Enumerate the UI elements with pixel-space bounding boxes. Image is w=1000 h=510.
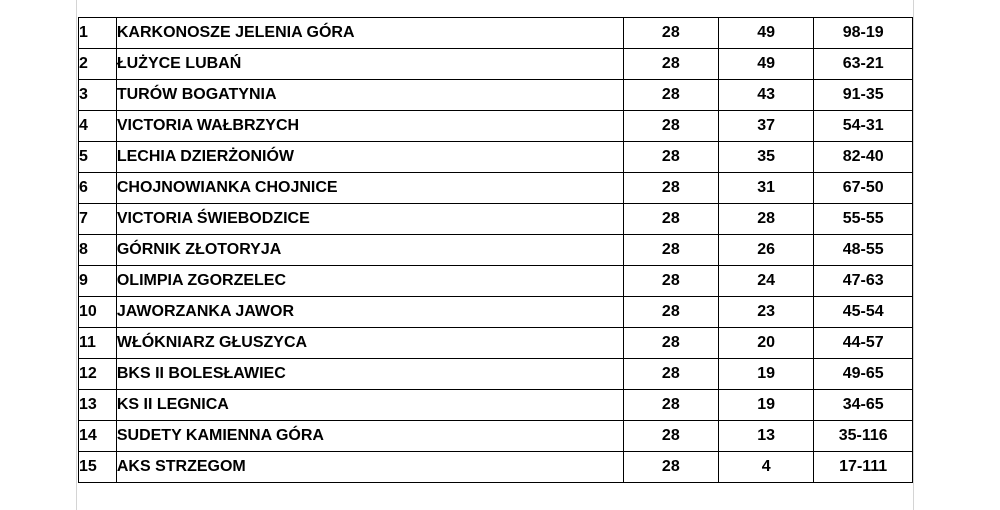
- table-row: [79, 142, 913, 173]
- points-cell: 35: [719, 142, 814, 173]
- matches-played-cell: 28: [623, 390, 718, 421]
- goals-cell: 17-111: [814, 452, 913, 483]
- points-cell: 19: [719, 359, 814, 390]
- matches-played-cell: 28: [623, 80, 718, 111]
- goals-cell: 34-65: [814, 390, 913, 421]
- team-name-cell: ŁUŻYCE LUBAŃ: [116, 49, 623, 80]
- goals-cell: 55-55: [814, 204, 913, 235]
- position-cell: 7: [79, 204, 117, 235]
- matches-played-cell: 28: [623, 266, 718, 297]
- table-row: [79, 328, 913, 359]
- table-row: [79, 111, 913, 142]
- team-name-cell: KARKONOSZE JELENIA GÓRA: [116, 18, 623, 49]
- goals-cell: 48-55: [814, 235, 913, 266]
- matches-played-cell: 28: [623, 452, 718, 483]
- matches-played-cell: 28: [623, 111, 718, 142]
- position-cell: 10: [79, 297, 117, 328]
- goals-cell: 54-31: [814, 111, 913, 142]
- position-cell: 13: [79, 390, 117, 421]
- position-cell: 1: [79, 18, 117, 49]
- table-row: [79, 421, 913, 452]
- page-margin-line-left: [76, 0, 77, 510]
- team-name-cell: OLIMPIA ZGORZELEC: [116, 266, 623, 297]
- position-cell: 2: [79, 49, 117, 80]
- matches-played-cell: 28: [623, 328, 718, 359]
- team-name-cell: SUDETY KAMIENNA GÓRA: [116, 421, 623, 452]
- matches-played-cell: 28: [623, 359, 718, 390]
- matches-played-cell: 28: [623, 18, 718, 49]
- goals-cell: 45-54: [814, 297, 913, 328]
- matches-played-cell: 28: [623, 173, 718, 204]
- points-cell: 23: [719, 297, 814, 328]
- goals-cell: 82-40: [814, 142, 913, 173]
- points-cell: 13: [719, 421, 814, 452]
- team-name-cell: AKS STRZEGOM: [116, 452, 623, 483]
- goals-cell: 44-57: [814, 328, 913, 359]
- table-row: [79, 204, 913, 235]
- matches-played-cell: 28: [623, 235, 718, 266]
- goals-cell: 63-21: [814, 49, 913, 80]
- team-name-cell: KS II LEGNICA: [116, 390, 623, 421]
- position-cell: 6: [79, 173, 117, 204]
- points-cell: 24: [719, 266, 814, 297]
- table-row: [79, 49, 913, 80]
- goals-cell: 35-116: [814, 421, 913, 452]
- points-cell: 49: [719, 49, 814, 80]
- team-name-cell: LECHIA DZIERŻONIÓW: [116, 142, 623, 173]
- position-cell: 11: [79, 328, 117, 359]
- points-cell: 26: [719, 235, 814, 266]
- table-row: [79, 297, 913, 328]
- matches-played-cell: 28: [623, 204, 718, 235]
- table-row: [79, 390, 913, 421]
- goals-cell: 49-65: [814, 359, 913, 390]
- table-row: [79, 18, 913, 49]
- points-cell: 49: [719, 18, 814, 49]
- matches-played-cell: 28: [623, 297, 718, 328]
- team-name-cell: JAWORZANKA JAWOR: [116, 297, 623, 328]
- points-cell: 20: [719, 328, 814, 359]
- team-name-cell: TURÓW BOGATYNIA: [116, 80, 623, 111]
- position-cell: 8: [79, 235, 117, 266]
- points-cell: 28: [719, 204, 814, 235]
- position-cell: 15: [79, 452, 117, 483]
- matches-played-cell: 28: [623, 421, 718, 452]
- points-cell: 4: [719, 452, 814, 483]
- table-row: [79, 235, 913, 266]
- goals-cell: 47-63: [814, 266, 913, 297]
- table-row: [79, 80, 913, 111]
- points-cell: 37: [719, 111, 814, 142]
- table-row: [79, 359, 913, 390]
- team-name-cell: VICTORIA ŚWIEBODZICE: [116, 204, 623, 235]
- position-cell: 14: [79, 421, 117, 452]
- team-name-cell: CHOJNOWIANKA CHOJNICE: [116, 173, 623, 204]
- position-cell: 4: [79, 111, 117, 142]
- team-name-cell: VICTORIA WAŁBRZYCH: [116, 111, 623, 142]
- goals-cell: 67-50: [814, 173, 913, 204]
- points-cell: 43: [719, 80, 814, 111]
- team-name-cell: GÓRNIK ZŁOTORYJA: [116, 235, 623, 266]
- team-name-cell: WŁÓKNIARZ GŁUSZYCA: [116, 328, 623, 359]
- points-cell: 19: [719, 390, 814, 421]
- position-cell: 12: [79, 359, 117, 390]
- league-standings-table: [78, 17, 913, 483]
- table-row: [79, 173, 913, 204]
- matches-played-cell: 28: [623, 49, 718, 80]
- position-cell: 5: [79, 142, 117, 173]
- goals-cell: 98-19: [814, 18, 913, 49]
- team-name-cell: BKS II BOLESŁAWIEC: [116, 359, 623, 390]
- position-cell: 3: [79, 80, 117, 111]
- table-row: [79, 266, 913, 297]
- position-cell: 9: [79, 266, 117, 297]
- table-row: [79, 452, 913, 483]
- matches-played-cell: 28: [623, 142, 718, 173]
- goals-cell: 91-35: [814, 80, 913, 111]
- points-cell: 31: [719, 173, 814, 204]
- standings-body: [79, 18, 913, 483]
- page-margin-line-right: [913, 0, 914, 510]
